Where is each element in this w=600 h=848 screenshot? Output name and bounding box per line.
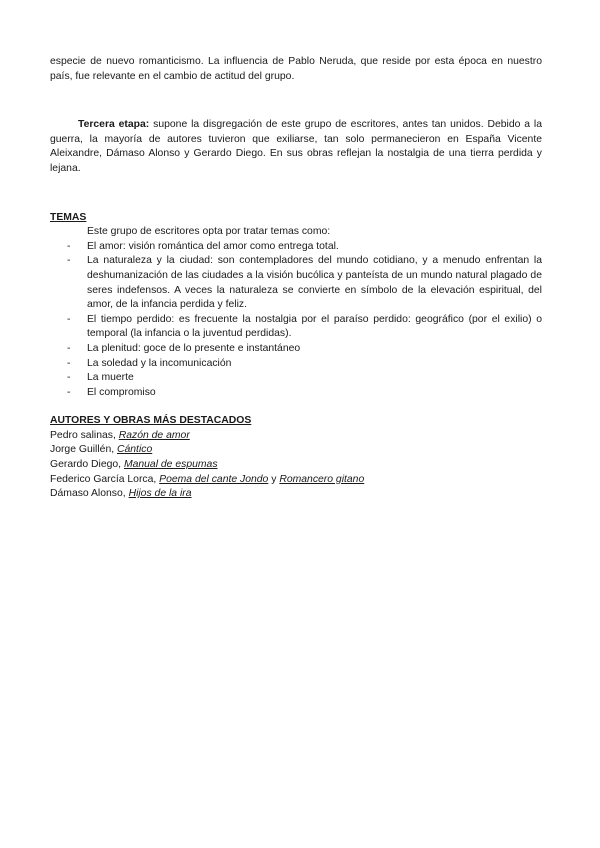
tercera-etapa-paragraph [50,118,542,176]
temas-heading: TEMAS [50,211,87,223]
list-item-text: El compromiso [87,386,156,398]
work-title: Poema del cante Jondo [159,473,269,485]
list-bullet: - [67,342,71,354]
list-bullet: - [67,372,71,384]
temas-section [50,211,542,401]
work-title: Manual de espumas [123,459,218,471]
list-item [50,254,542,312]
intro-paragraph: especie de nuevo romanticismo. La influencia de Pablo Neruda, que reside por esta época en nuestro país, fue relevante en el cambio de actitud del grupo. [50,56,542,82]
list-bullet: - [67,386,71,398]
list-item [50,240,542,255]
list-bullet: - [67,313,71,325]
list-item-text: El tiempo perdido: es frecuente la nostalgia por el paraíso perdido: geográfico (por el exilio) o temporal (la infancia o la juventud perdidas). [87,313,542,340]
author-line [50,473,542,488]
author-name: Pedro salinas, [50,429,119,441]
temas-list [50,240,542,401]
list-bullet: - [67,357,71,369]
tercera-etapa-label: Tercera etapa: [78,119,150,131]
list-item [50,357,542,372]
list-item [50,313,542,342]
work-title: Hijos de la ira [128,488,192,500]
author-name: Gerardo Diego, [50,459,124,471]
temas-intro: Este grupo de escritores opta por tratar temas como: [87,226,331,238]
list-item-text: La muerte [87,372,134,384]
list-item-text: La naturaleza y la ciudad: son contempladores del mundo cotidiano, y a menudo enfrentan la deshumanización de las ciudades a la visión bucólica y panteísta de un mundo natural plagado de seres indefensos. A veces la naturaleza se convierte en símbolo de la elevación espiritual, del amor, de la infancia perdida y feliz. [87,255,542,311]
author-line [50,429,542,444]
author-line [50,487,542,502]
autores-heading: AUTORES Y OBRAS MÁS DESTACADOS [50,415,252,427]
list-bullet: - [67,240,71,252]
author-name: Dámaso Alonso, [50,488,129,500]
work-title: Cántico [117,444,153,456]
author-line [50,458,542,473]
author-line [50,443,542,458]
list-item-text: La plenitud: goce de lo presente e instantáneo [87,342,301,354]
list-item-text: El amor: visión romántica del amor como entrega total. [87,240,339,252]
list-bullet: - [67,255,71,267]
autores-section [50,414,542,502]
work-connector: y [268,473,280,485]
document-page [50,55,542,502]
work-title: Razón de amor [118,429,190,441]
work-title: Romancero gitano [279,473,365,485]
list-item [50,371,542,386]
tercera-etapa-text: supone la disgregación de este grupo de escritores, antes tan unidos. Debido a la guerra, la mayoría de autores tuvieron que exiliarse, tan solo permanecieron en España Vicente Aleixandre, Dámaso Alonso y Gerardo Diego. En sus obras reflejan la nostalgia de una tierra perdida y lejana. [50,119,542,174]
author-name: Jorge Guillén, [50,444,117,456]
author-name: Federico García Lorca, [50,473,160,485]
list-item [50,386,542,401]
list-item-text: La soledad y la incomunicación [87,357,232,369]
list-item [50,342,542,357]
